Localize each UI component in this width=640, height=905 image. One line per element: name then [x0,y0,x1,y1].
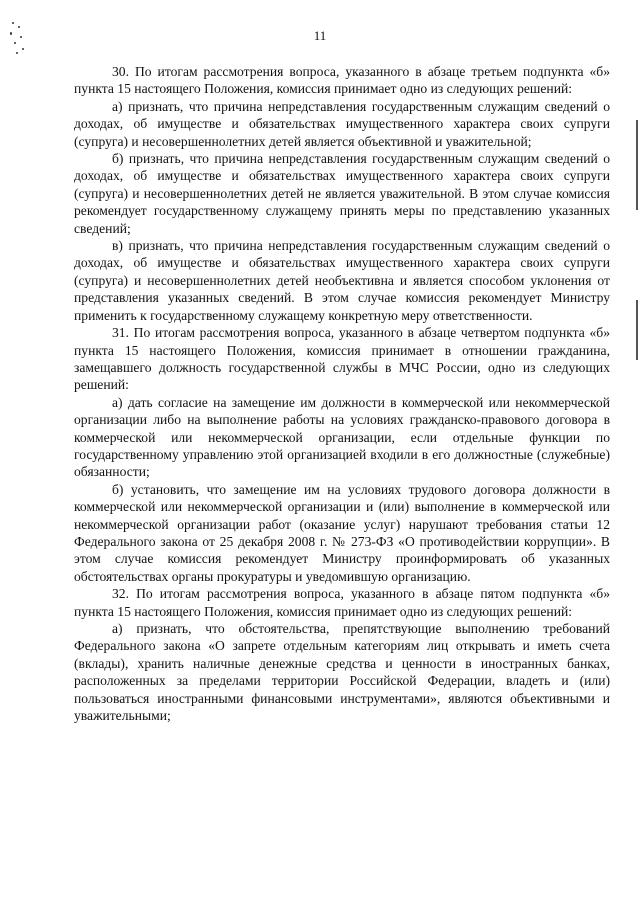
paragraph-31-a: а) дать согласие на замещение им должности в коммерческой или некоммерческой организации либо на выполнение работы на условиях гражданско-правового договора в коммерческой или некоммерческой организации, если отдельные функции по государственному управлению этой организацией входили в его должностные (служебные) обязанности; [74,394,610,480]
paragraph-32: 32. По итогам рассмотрения вопроса, указанного в абзаце пятом подпункта «б» пункта 15 настоящего Положения, комиссия принимает одно из следующих решений: [74,586,610,619]
paragraph-30-a: а) признать, что причина непредставления государственным служащим сведений о доходах, об имуществе и обязательствах имущественного характера своих супруги (супруга) и несовершеннолетних детей является объективной и уважительной; [74,98,610,149]
paragraph-31-b: б) установить, что замещение им на условиях трудового договора должности в коммерческой или некоммерческой организации и (или) выполнение в коммерческой или некоммерческой организации работ (оказание услуг) нарушают требования статьи 12 Федерального закона от 25 декабря 2008 г. № 273-ФЗ «О противодействии коррупции». В этом случае комиссия рекомендует Министру проинформировать об указанных обстоятельствах органы прокуратуры и уведомившую организацию. [74,481,610,584]
paragraph-30-v: в) признать, что причина непредставления государственным служащим сведений о доходах, об имуществе и обязательствах имущественного характера своих супруги (супруга) и несовершеннолетних детей необъективна и является способом уклонения от представления указанных сведений. В этом случае комиссия рекомендует Министру применить к государственному служащему конкретную меру ответственности. [74,238,610,323]
document-body [74,63,610,724]
page-number: 11 [313,28,327,43]
scan-edge-line [636,300,638,360]
paragraph-31: 31. По итогам рассмотрения вопроса, указанного в абзаце четвертом подпункта «б» пункта 15 настоящего Положения, комиссия принимает в отношении гражданина, замещавшего должность государственной службы в МЧС России, одно из следующих решений: [74,325,610,393]
paragraph-30-b: б) признать, что причина непредставления государственным служащим сведений о доходах, об имуществе и обязательствах имущественного характера своих супруги (супруга) и несовершеннолетних детей не является уважительной. В этом случае комиссия рекомендует государственному служащему принять меры по представлению указанных сведений; [74,151,610,236]
scan-edge-line [636,120,638,210]
paragraph-30: 30. По итогам рассмотрения вопроса, указанного в абзаце третьем подпункта «б» пункта 15 настоящего Положения, комиссия принимает одно из следующих решений: [74,64,610,97]
paragraph-32-a: а) признать, что обстоятельства, препятствующие выполнению требований Федерального закона «О запрете отдельным категориям лиц открывать и иметь счета (вклады), хранить наличные денежные средства и ценности в иностранных банках, расположенных за пределами территории Российской Федерации, владеть и (или) пользоваться иностранными финансовыми инструментами», являются объективными и уважительными; [74,621,610,724]
